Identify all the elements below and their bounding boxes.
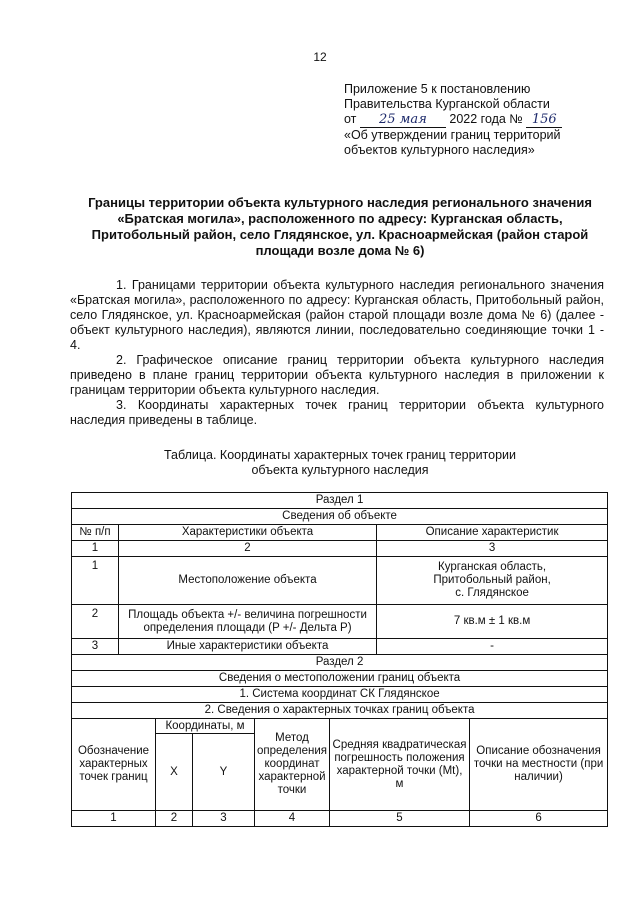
section-2-subheader: Сведения о местоположении границ объекта [72,671,608,687]
row-number: 3 [72,639,119,655]
row-characteristic: Иные характеристики объекта [119,639,377,655]
number-field [526,112,562,128]
col-header-description: Описание характеристик [377,525,608,541]
page-number: 12 [313,50,327,64]
characteristic-line: Площадь объекта +/- величина погрешности [128,608,367,621]
date-field [360,112,446,128]
footer-index-1: 1 [72,811,156,827]
coordinates-table [71,492,608,827]
header-x: X [156,734,193,811]
footer-index-3: 3 [193,811,255,827]
characteristic-line: определения площади (P +/- Дельта P) [143,621,352,634]
appendix-line-1: Приложение 5 к постановлению [344,82,531,96]
col-index-3: 3 [377,541,608,557]
header-method: Метод определения координат характерной точки [255,719,330,811]
table-row [72,557,608,605]
footer-index-4: 4 [255,811,330,827]
paragraph-2: 2. Графическое описание границ территории объекта культурного наследия приведено в плане границ территории объекта культурного наследия в приложении к границам территории объекта культурного наследия. [70,353,604,397]
row-description: 7 кв.м ± 1 кв.м [377,605,608,639]
col-index-1: 1 [72,541,119,557]
appendix-date-line [344,112,604,128]
col-header-characteristics: Характеристики объекта [119,525,377,541]
appendix-line-5: объектов культурного наследия» [344,143,535,157]
section-2-header: Раздел 2 [72,655,608,671]
handwritten-date: 25 мая [378,112,427,127]
date-prefix: от [344,112,357,126]
table-caption-line-2: объекта культурного наследия [251,463,429,477]
row-number: 2 [72,605,119,639]
row-number: 1 [72,557,119,605]
header-coordinates: Координаты, м [156,719,255,734]
paragraph-1: 1. Границами территории объекта культурного наследия регионального значения «Братская могила», расположенного по адресу: Курганская область, Притобольный район, село Глядянское, ул. Красноармейская (район старой площади возле дома № 6) (далее - объект культурного наследия), являются линии, последовательно соединяющие точки 1 - 4. [70,278,604,352]
footer-index-6: 6 [470,811,608,827]
points-subheader: 2. Сведения о характерных точках границ объекта [72,703,608,719]
year-text: 2022 года № [449,112,523,126]
appendix-line-4: «Об утверждении границ территорий [344,128,561,142]
coordinate-system: 1. Система координат СК Глядянское [72,687,608,703]
handwritten-number: 156 [531,112,557,127]
header-error: Средняя квадратическая погрешность положения характерной точки (Mt), м [330,719,470,811]
footer-index-5: 5 [330,811,470,827]
paragraph-3: 3. Координаты характерных точек границ территории объекта культурного наследия приведены в таблице. [70,398,604,427]
header-description: Описание обозначения точки на местности (при наличии) [470,719,608,811]
table-caption [60,448,620,478]
appendix-block [344,82,604,158]
col-header-number: № п/п [72,525,119,541]
description-line: Курганская область, [438,561,547,573]
row-characteristic: Местоположение объекта [119,557,377,605]
row-characteristic [119,605,377,639]
appendix-line-2: Правительства Курганской области [344,97,550,111]
header-y: Y [193,734,255,811]
table-caption-line-1: Таблица. Координаты характерных точек границ территории [163,448,517,462]
header-designation: Обозначение характерных точек границ [72,719,156,811]
document-body [70,278,604,428]
document-title: Границы территории объекта культурного наследия регионального значения «Братская могила», расположенного по адресу: Курганская область, Притобольный район, село Глядянское, ул. Красноармейская (район старой площади возле дома № 6) [88,195,592,258]
description-line: с. Глядянское [455,587,529,599]
row-description: - [377,639,608,655]
table-row [72,639,608,655]
table-row [72,605,608,639]
section-1-header: Раздел 1 [72,493,608,509]
row-description [377,557,608,605]
section-1-subheader: Сведения об объекте [72,509,608,525]
description-line: Притобольный район, [433,574,551,586]
col-index-2: 2 [119,541,377,557]
footer-index-2: 2 [156,811,193,827]
